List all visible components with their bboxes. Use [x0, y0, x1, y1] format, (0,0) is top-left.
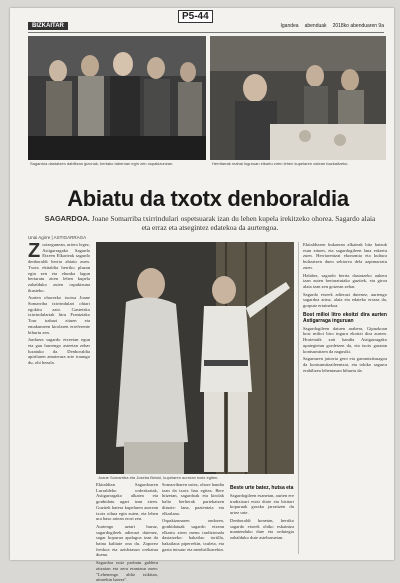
article-column-4: Beste urte batez, hutsa eta Sagardogileen esanetan, aurten ere tradizioari eutsi diote eta bisitari kopuruak goraka jarraitzen du urtez urte. Denboraldi honetan, herriko sagardo etxeek ohiko eskaintza mantenduko dute eta ordutegia zabalduko dute asteburuetan.	[230, 485, 294, 540]
photo-main	[96, 242, 294, 474]
column-4-subhead: Beste urte batez, hutsa eta	[230, 485, 294, 491]
lead-kicker: SAGARDOA.	[44, 214, 90, 223]
section-label: BIZKAITAR	[28, 22, 68, 30]
article-lead	[40, 214, 380, 232]
column-5-subhead: Bost milioi litro ekoitzi dira aurten Astigarraga inguruan	[303, 311, 387, 324]
article-column-1: Zortzegunean, urtero legez, Astigarragako Sagardo Etxeen Elkarteak sagardo denboraldi berria abiatu zuen. Txotx ekitaldia herriko plazan egin zen eta ehunka lagun bertaratu ziren lehen kupela zabalduko zuten ospakizuna ikusteko. Aurten ohorezko txotxa Joane Somarriba txirrindulari ohiari egokitu zaio. Gasteizko txirrindulariak hiru Frantziako Tour irabazi zituen eta emakumeen kirolaren erreferente bihurtu zen. Jarduera sagardo etxeetan egun eta gau hurrengo asteetan zehar luzatuko da. Denboraldia apirilaren amaierara arte iraungo du, ohi bezala.	[28, 240, 90, 366]
dropcap: Z	[28, 240, 41, 262]
page-header	[28, 20, 384, 33]
page-stamp: P5-44	[178, 10, 213, 23]
article-column-5: Ekitaldiaren bukaeran alkateak hitz batzuk esan zituen, eta sagardogileen lana eskertu zuen. Herriarentzat ekonomia eta kultura bultzatzen duen sektorea dela azpimarratu zuen. Halaber, sagardo berria dastatzeko aukera izan zuten bertaratutako guztiek, eta giroa alaia izan zen goizean zehar. Sagardo etxeek adierazi dutenez, aurtengo sagardoa arina, alaia eta edateko erraza da, gorputz ertainekoa. Bost milioi litro ekoitzi dira aurten Astigarraga inguruan Sagardogileen datuen arabera, Gipuzkoan bost milioi litro inguru ekoitzi dira aurten. Horietatik zati handia Astigarragako upategietan gordetzen da, eta txotx garaian kontsumitzen da nagusiki. Sagarraren jatorria gero eta garrantzitsuagoa da kontsumitzaileentzat, eta tokiko sagarra erabiltzea lehentasun bihurtu da.	[303, 242, 387, 373]
header-date: Igandea abenduak 2018ko abenduaren 9a	[280, 23, 384, 29]
article-byline: Unai Agirre | ASTIGARRAGA	[28, 235, 87, 240]
article-headline: Abiatu da txotx denboraldia	[67, 186, 349, 211]
article-column-3: Somarribaren ustez, ohore handia izan da txotx hau egitea. Bere hitzetan, sagardoak eta kirolak balio berberak partekatzen dituzte: lana, pazientzia eta elkarlana. Ospakizunaren ondoren, gonbidatuak sagardo etxean elkartu ziren menu tradizionala dastatzeko: bakailao tortilla, bakailaoa piperrekin, txuleta, eta gazta intxaur eta menbrilloarekin.	[162, 482, 224, 552]
photo-main-caption: Joane Somarriba eta Joseba Beloki, kupelaren aurrean txotx egiten.	[98, 475, 219, 480]
article-column-2: Ekitaldian Sagardoaren Lurraldeko ordezkariak, Astigarragako alkatea eta gonbidatu ugari izan ziren. Guztiek batera kupelaren aurrean txotx oihua egin zuten, eta lehen ura baso artean erori zen. Aurtengo uztari buruz, sagardogileek adierazi dutenez, sagar kopurua apalagoa izan da baina kalitate ona du. Zaporez freskoa eta azidotasun orekatua duena. Sagardoa noiz probatu galdetu zitzaion eta zera erantzun zuen: "Lehenengo aldiz txikitan, aitarekin batera".	[96, 482, 158, 583]
photo-top-right-caption: Herritarrak mahai inguruan elkartu ziren lehen kupelaren ostean bazkaltzeko.	[212, 161, 349, 166]
photo-dining-image	[210, 36, 386, 160]
photo-crowd-image	[28, 36, 206, 160]
lead-text: Joane Somarriba txirrindulari ospetsuarak izan du lehen kupela irekitzeko ohorea. Sagardo alaia eta erraz eta atsegintez edatekoa da aurtengoa.	[91, 214, 376, 232]
newspaper-page	[10, 8, 394, 583]
photo-txotx-image	[96, 242, 294, 474]
photo-top-left	[28, 36, 206, 160]
photo-top-left-caption: Sagardoa dastatzen dabiltzan gizonak, bertako tabernan egin zen ospakizunean.	[30, 161, 174, 166]
photo-top-right	[210, 36, 386, 160]
column-divider	[298, 242, 299, 554]
